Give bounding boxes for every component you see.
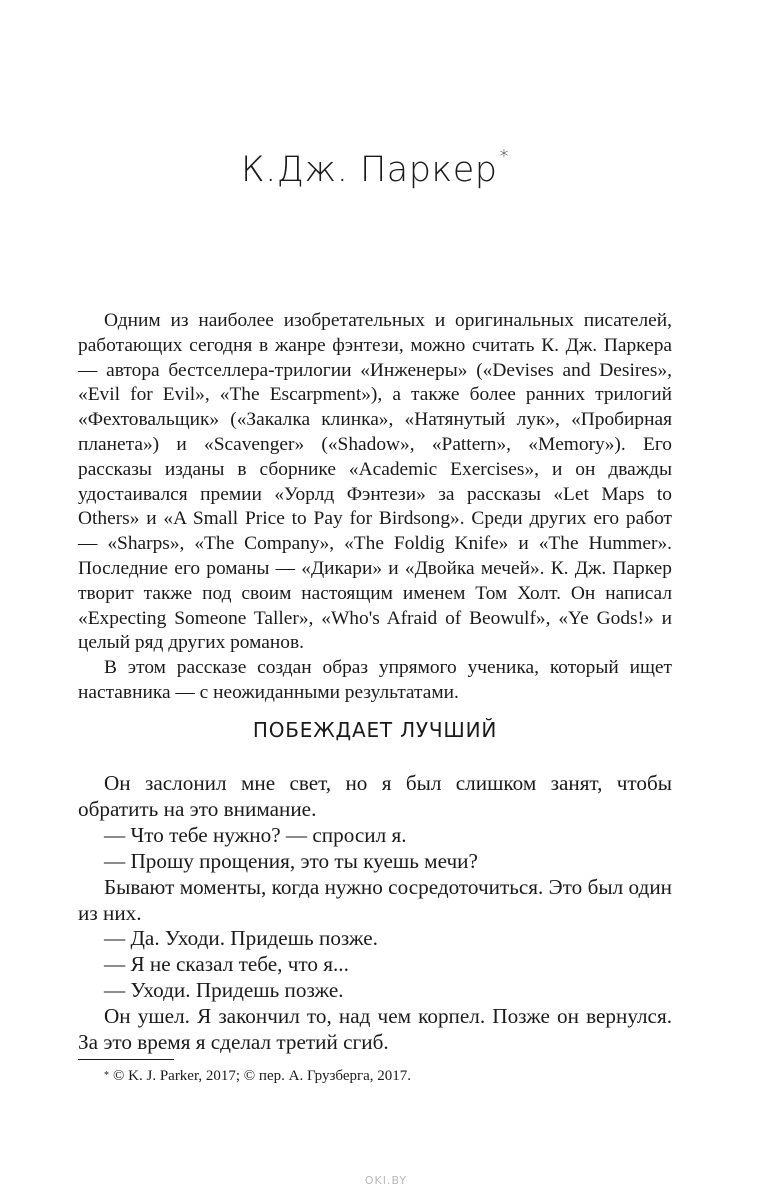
footnote-mark: * <box>104 1070 109 1081</box>
story-paragraph: — Да. Уходи. Придешь позже. <box>104 926 378 951</box>
watermark: OKI.BY <box>364 1174 408 1187</box>
story-paragraph: — Я не сказал тебе, что я... <box>104 952 349 977</box>
story-paragraph: — Уходи. Придешь позже. <box>104 978 344 1003</box>
author-name: К.Дж. Паркер <box>241 150 498 190</box>
footnote-text: © K. J. Parker, 2017; © пер. А. Грузберга, 2017. <box>113 1068 412 1084</box>
story-paragraph: Бывают моменты, когда нужно сосредоточиться. Это был один из них. <box>78 874 672 925</box>
footnote <box>104 1066 664 1086</box>
intro-paragraph: Одним из наиболее изобретательных и оригинальных писателей, работающих сегодня в жанре фэнтези, можно считать К. Дж. Паркера — автора бестселлера-трилогии «Инженеры» («Devises and Desires», «Evil for Evil», «The Escarpment»), а также более ранних трилогий «Фехтовальщик» («Закалка клинка», «Натянутый лук», «Пробирная планета») и «Scavenger» («Shadow», «Pattern», «Memory»). Его рассказы изданы в сборнике «Academic Exercises», и он дважды удостаивался премии «Уорлд Фэнтези» за рассказы «Let Maps to Others» и «A Small Price to Pay for Birdsong». Среди других его работ — «Sharps», «The Company», «The Foldig Knife» и «The Hummer». Последние его романы — «Дикари» и «Двойка мечей». К. Дж. Паркер творит также под своим настоящим именем Том Холт. Он написал «Expecting Someone Taller», «Who's Afraid of Beowulf», «Ye Gods!» и целый ряд других романов. <box>78 310 672 654</box>
author-heading <box>78 146 672 190</box>
story-paragraph: Он заслонил мне свет, но я был слишком занят, чтобы обратить на это внимание. <box>78 771 672 821</box>
footnote-reference-mark: * <box>499 146 509 167</box>
intro-paragraph: В этом рассказе создан образ упрямого ученика, который ищет наставника — с неожиданными результатами. <box>78 657 672 703</box>
story-paragraph: — Что тебе нужно? — спросил я. <box>104 822 407 847</box>
author-introduction <box>78 309 672 706</box>
book-page <box>78 0 672 1200</box>
story-paragraph: Он ушел. Я закончил то, над чем корпел. Позже он вернулся. За это время я сделал третий сгиб. <box>78 1004 672 1055</box>
footnote-divider <box>78 1059 174 1060</box>
story-text <box>78 771 672 1056</box>
story-title: ПОБЕЖДАЕТ ЛУЧШИЙ <box>252 718 498 742</box>
story-paragraph: — Прошу прощения, это ты куешь мечи? <box>104 848 478 873</box>
